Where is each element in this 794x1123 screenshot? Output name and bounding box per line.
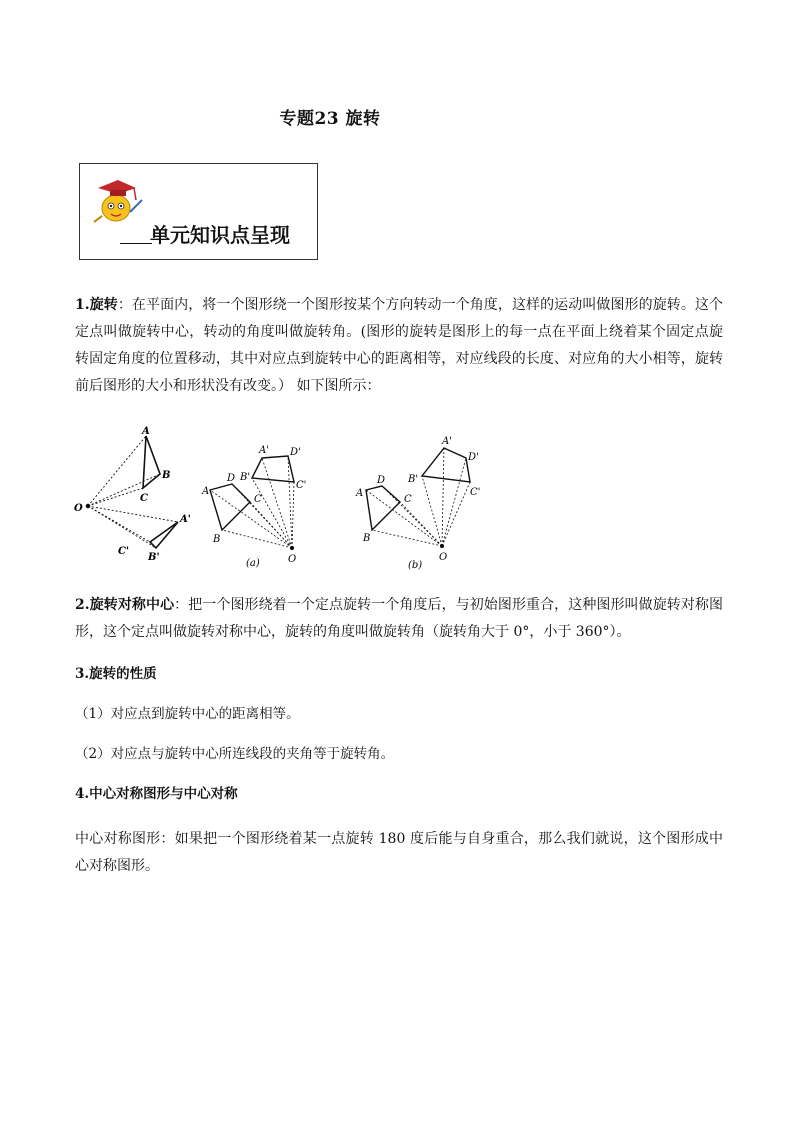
label-rotation-center: 2.旋转对称中心 (75, 597, 175, 613)
label: C' (118, 546, 130, 557)
label: C (254, 494, 262, 505)
figure-quadrilateral-b (366, 448, 470, 548)
label: C (140, 493, 148, 504)
paragraph-central-symmetry: 中心对称图形：如果把一个图形绕着某一点旋转 180 度后能与自身重合，那么我们就说，这个图形成中心对称图形。 (75, 831, 723, 874)
heading-central-symmetry: 4.中心对称图形与中心对称 (75, 786, 238, 802)
section-banner (79, 163, 318, 260)
label: A' (259, 445, 269, 456)
label: O (288, 554, 297, 565)
label: O (439, 552, 448, 563)
label: B (363, 533, 371, 544)
mascot-icon (90, 172, 150, 232)
label: C' (296, 480, 307, 491)
caption: (a) (246, 558, 260, 569)
page-title: 专题23 旋转 (279, 109, 381, 129)
paragraph-rotation (75, 292, 723, 400)
property-2: （2）对应点与旋转中心所连线段的夹角等于旋转角。 (75, 746, 395, 762)
rotation-figure (70, 420, 490, 580)
property-1: （1）对应点到旋转中心的距离相等。 (75, 706, 300, 722)
figure-triangle-rotation (86, 436, 178, 548)
label: C' (470, 487, 481, 498)
text-rotation-center: ：把一个图形绕着一个定点旋转一个角度后，与初始图形重合，这种图形叫做旋转对称图形，这个定点叫做旋转对称中心，旋转的角度叫做旋转角（旋转角大于 0°，小于 360°）。 (75, 597, 723, 640)
label: B (162, 470, 171, 481)
label: B (213, 534, 221, 545)
label: D (227, 473, 236, 484)
label: A (142, 426, 150, 437)
label: A' (180, 514, 191, 525)
label: A (356, 488, 364, 499)
label: B' (240, 472, 251, 483)
banner-rule (120, 243, 152, 244)
paragraph-rotation-center (75, 592, 723, 646)
banner-title: 单元知识点呈现 (150, 223, 290, 247)
label: D' (468, 452, 479, 463)
label: B' (148, 552, 160, 563)
label: O (74, 503, 83, 514)
label: D' (290, 447, 301, 458)
heading-properties: 3.旋转的性质 (75, 666, 157, 682)
label: B' (408, 474, 419, 485)
label-rotation: 1.旋转 (75, 297, 118, 313)
label: A (202, 486, 210, 497)
text-rotation: ：在平面内，将一个图形绕一个图形按某个方向转动一个角度，这样的运动叫做图形的旋转。这个定点叫做旋转中心，转动的角度叫做旋转角。(图形的旋转是图形上的每一点在平面上绕着某个固定点旋转固定角度的位置移动，其中对应点到旋转中心的距离相等，对应线段的长度、对应角的大小相等，旋转前后图形的大小和形状没有改变。） 如下图所示： (75, 297, 723, 394)
figure-quadrilateral-a (210, 456, 294, 550)
label: D (377, 475, 386, 486)
label: C (404, 494, 412, 505)
caption: (b) (408, 560, 423, 571)
label: A' (442, 436, 452, 447)
